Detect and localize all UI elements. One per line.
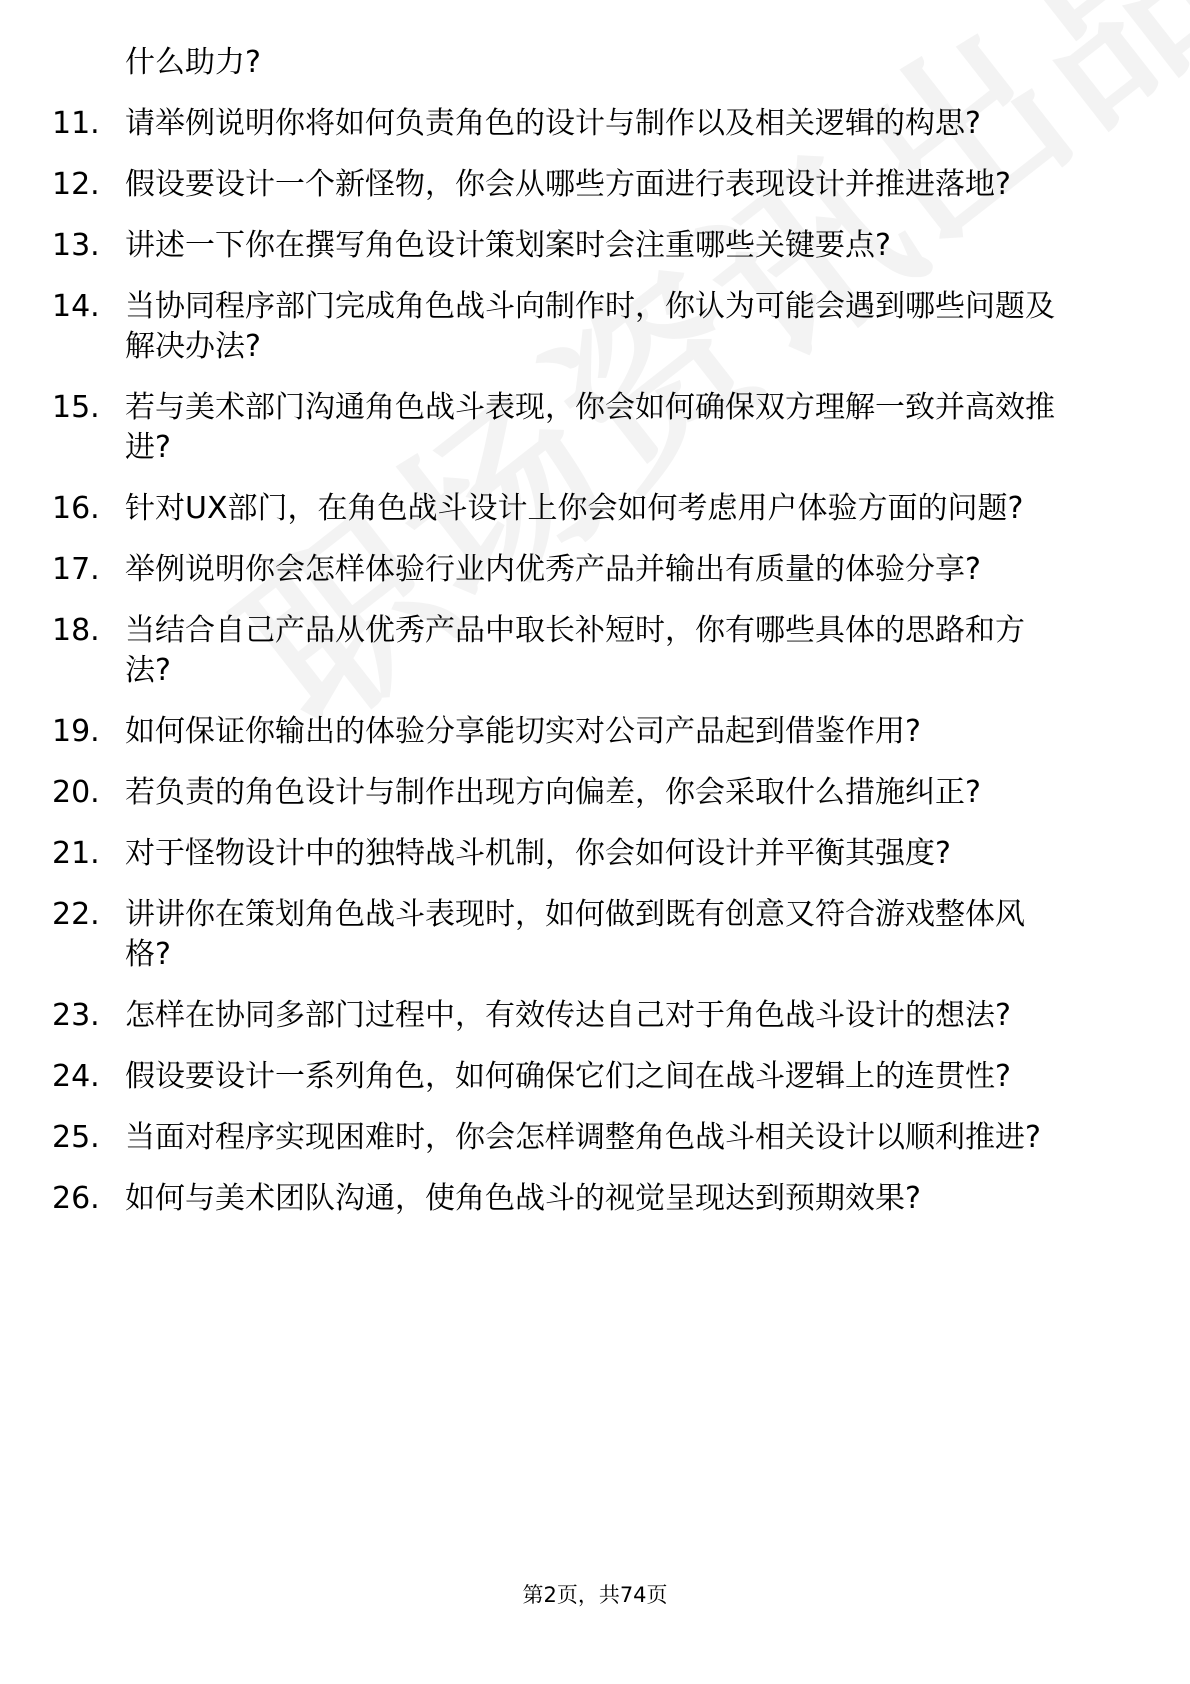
question-text: 若与美术部门沟通角色战斗表现，你会如何确保双方理解一致并高效推进? <box>125 390 1055 465</box>
question-text: 举例说明你会怎样体验行业内优秀产品并输出有质量的体验分享? <box>125 552 981 587</box>
list-item <box>52 165 1132 205</box>
question-text: 当结合自己产品从优秀产品中取长补短时，你有哪些具体的思路和方法? <box>125 613 1025 688</box>
question-number: 11. <box>52 106 100 141</box>
question-number: 26. <box>52 1181 100 1216</box>
question-text: 当协同程序部门完成角色战斗向制作时，你认为可能会遇到哪些问题及解决办法? <box>125 289 1055 364</box>
question-text: 讲述一下你在撰写角色设计策划案时会注重哪些关键要点? <box>125 228 891 263</box>
question-text: 针对UX部门，在角色战斗设计上你会如何考虑用户体验方面的问题? <box>125 491 1024 526</box>
list-item <box>52 611 1132 691</box>
list-item <box>52 996 1132 1036</box>
question-text: 对于怪物设计中的独特战斗机制，你会如何设计并平衡其强度? <box>125 836 951 871</box>
question-text: 假设要设计一系列角色，如何确保它们之间在战斗逻辑上的连贯性? <box>125 1059 1011 1094</box>
question-number: 13. <box>52 228 100 263</box>
list-item <box>52 895 1132 975</box>
question-number: 17. <box>52 552 100 587</box>
question-text: 怎样在协同多部门过程中，有效传达自己对于角色战斗设计的想法? <box>125 998 1011 1033</box>
question-text: 当面对程序实现困难时，你会怎样调整角色战斗相关设计以顺利推进? <box>125 1120 1041 1155</box>
question-number: 19. <box>52 714 100 749</box>
list-item <box>52 287 1132 367</box>
question-text: 如何保证你输出的体验分享能切实对公司产品起到借鉴作用? <box>125 714 921 749</box>
list-item <box>52 550 1132 590</box>
list-item <box>52 712 1132 752</box>
list-item <box>52 1179 1132 1219</box>
question-number: 12. <box>52 167 100 202</box>
question-number: 16. <box>52 491 100 526</box>
list-item <box>52 226 1132 266</box>
question-text: 假设要设计一个新怪物，你会从哪些方面进行表现设计并推进落地? <box>125 167 1011 202</box>
question-number: 15. <box>52 390 100 425</box>
list-item <box>52 834 1132 874</box>
question-number: 22. <box>52 897 100 932</box>
question-list <box>52 43 1132 1240</box>
list-item <box>52 388 1132 468</box>
list-item <box>52 1057 1132 1097</box>
question-number: 23. <box>52 998 100 1033</box>
question-text: 讲讲你在策划角色战斗表现时，如何做到既有创意又符合游戏整体风格? <box>125 897 1025 972</box>
question-text: 如何与美术团队沟通，使角色战斗的视觉呈现达到预期效果? <box>125 1181 921 1216</box>
list-item-continuation <box>52 43 1132 83</box>
question-number: 20. <box>52 775 100 810</box>
question-text: 若负责的角色设计与制作出现方向偏差，你会采取什么措施纠正? <box>125 775 981 810</box>
question-number: 21. <box>52 836 100 871</box>
list-item <box>52 1118 1132 1158</box>
list-item <box>52 773 1132 813</box>
question-number: 18. <box>52 613 100 648</box>
question-number: 25. <box>52 1120 100 1155</box>
page-footer: 第2页，共74页 <box>522 1583 668 1607</box>
question-text: 请举例说明你将如何负责角色的设计与制作以及相关逻辑的构思? <box>125 106 981 141</box>
list-item <box>52 104 1132 144</box>
question-number: 14. <box>52 289 100 324</box>
question-text: 什么助力? <box>125 45 261 80</box>
list-item <box>52 489 1132 529</box>
question-number: 24. <box>52 1059 100 1094</box>
